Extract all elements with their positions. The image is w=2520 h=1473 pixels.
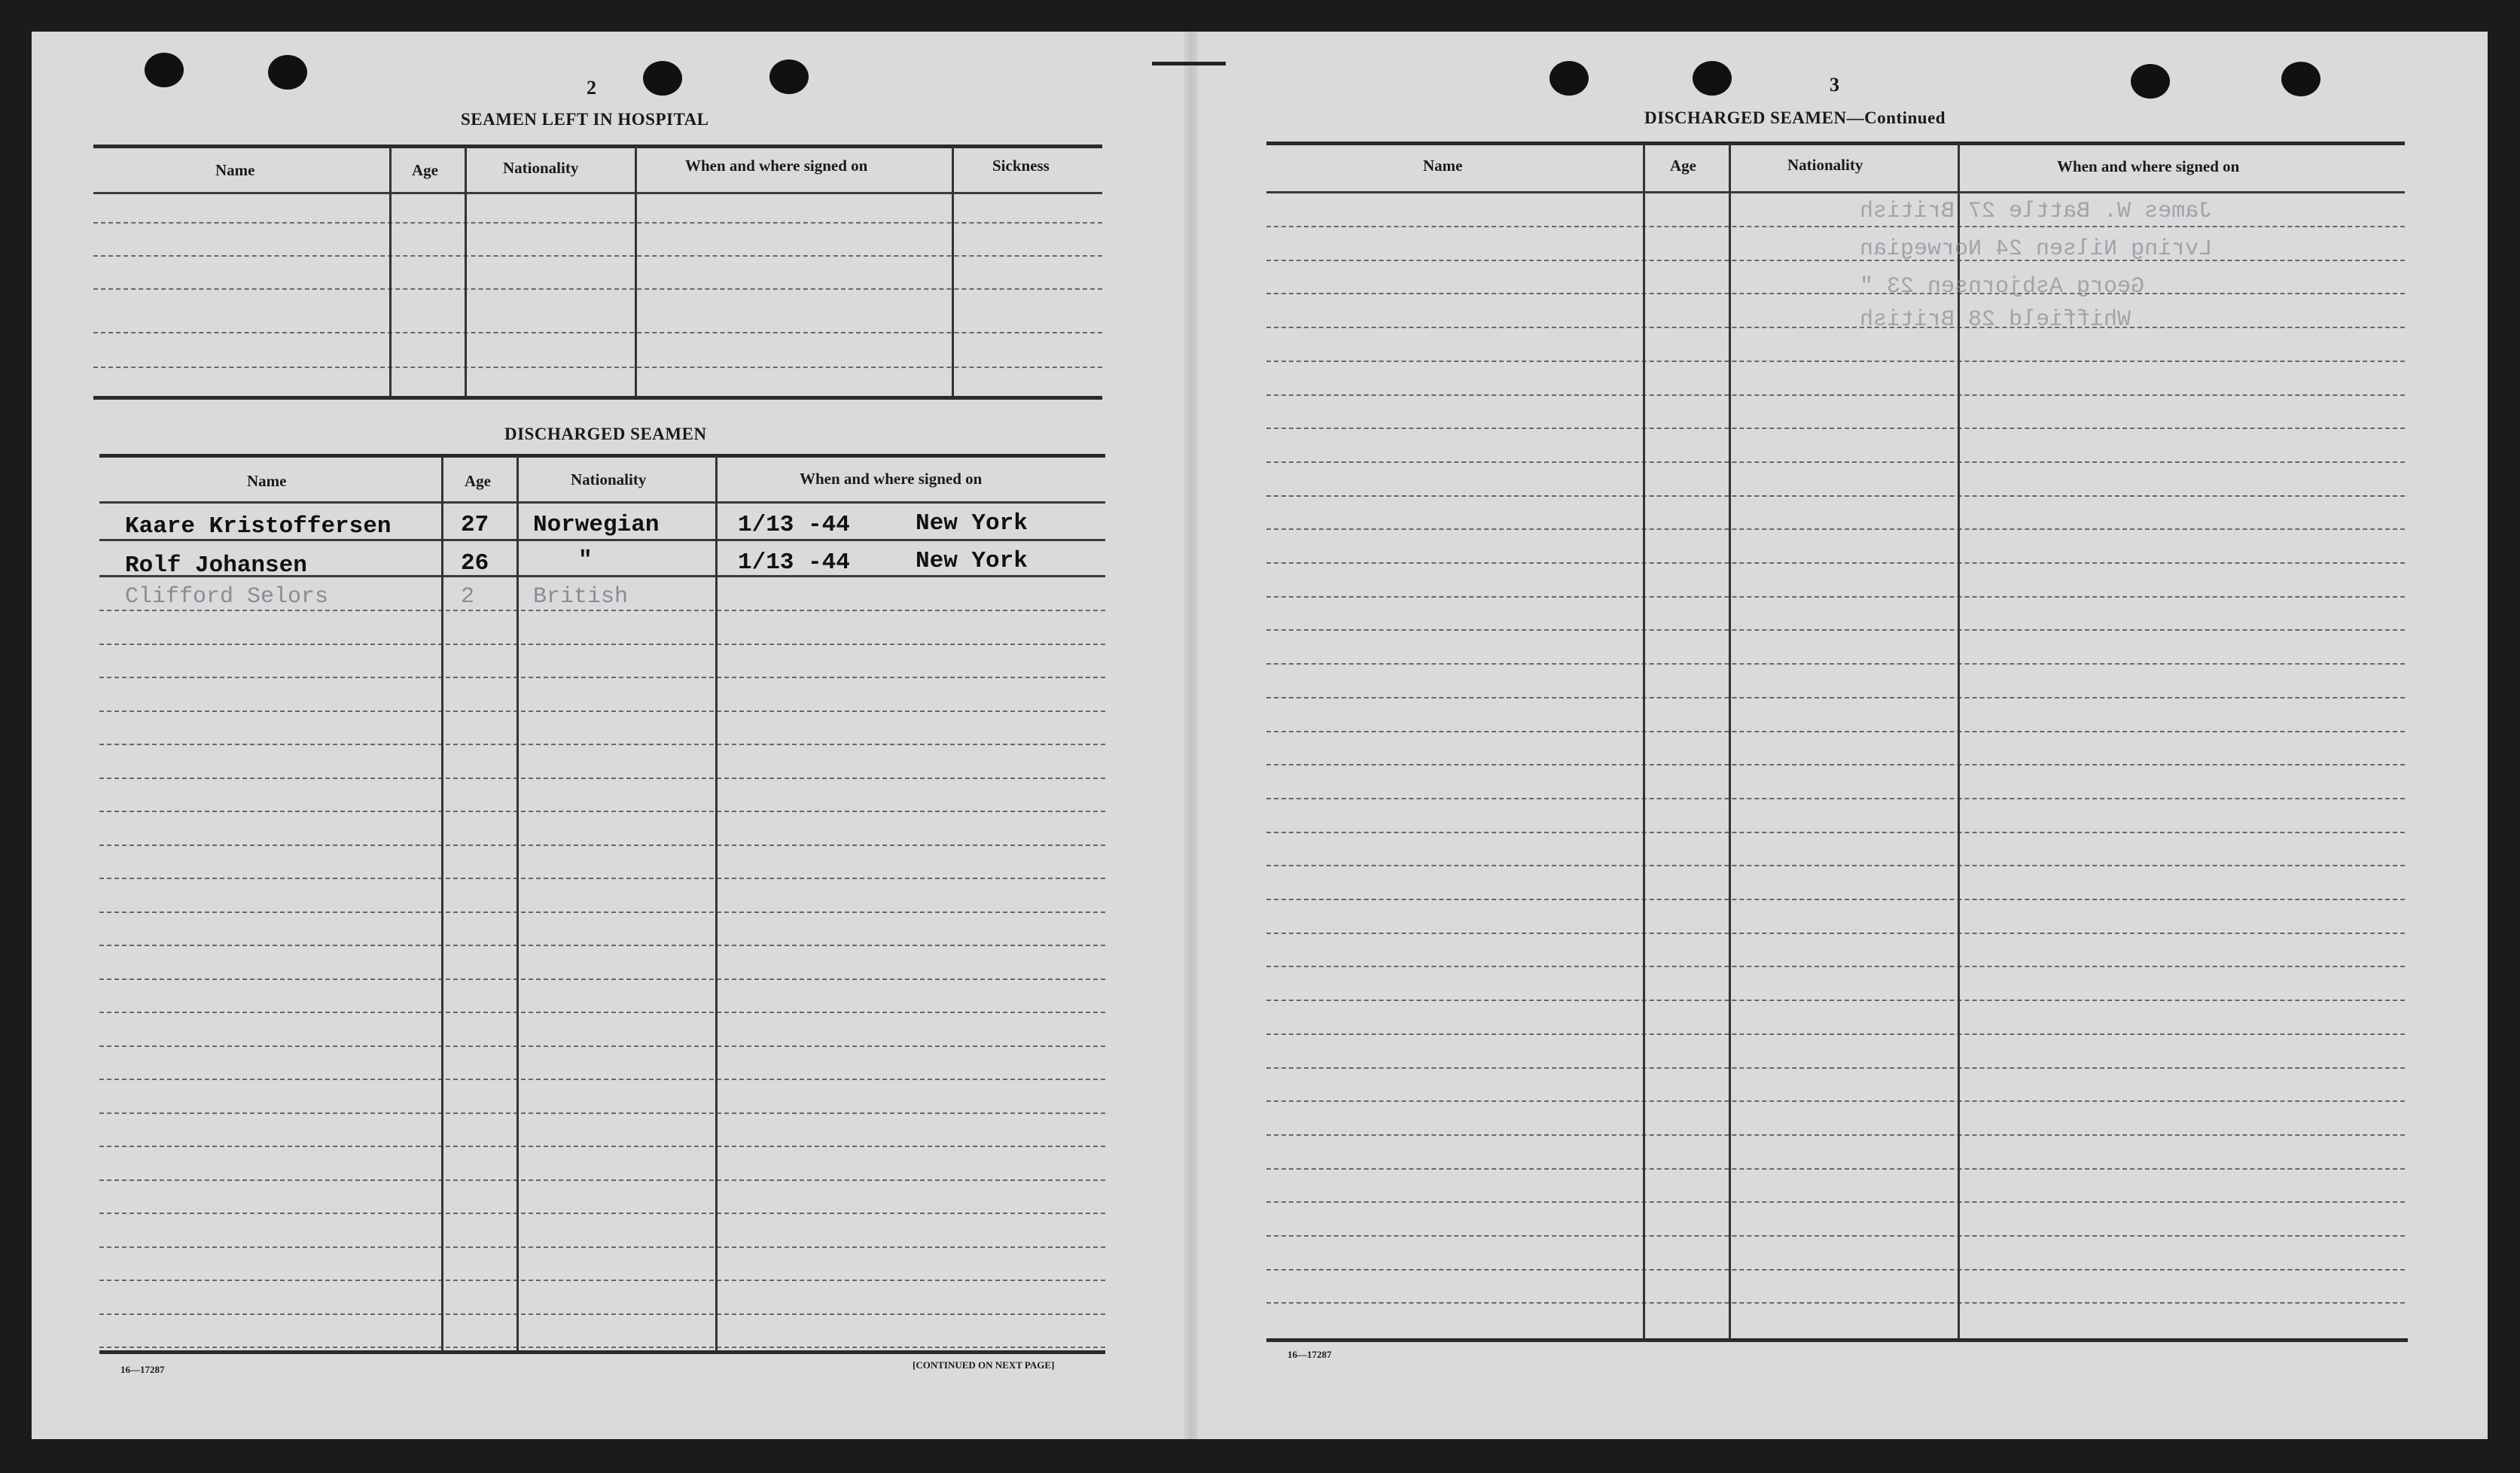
ruled-line bbox=[99, 978, 1105, 980]
column-divider bbox=[1643, 143, 1645, 1340]
table-rule bbox=[93, 145, 1102, 148]
ruled-line bbox=[99, 1112, 1105, 1114]
table-rule bbox=[93, 192, 1102, 194]
ruled-line bbox=[99, 1146, 1105, 1147]
column-header: Nationality bbox=[571, 470, 647, 488]
punch-hole bbox=[1693, 61, 1732, 96]
ruled-line bbox=[1266, 1302, 2405, 1304]
punch-hole bbox=[268, 55, 307, 90]
ruled-line bbox=[99, 1246, 1105, 1248]
ruled-line bbox=[1266, 1000, 2405, 1001]
column-header: Age bbox=[465, 472, 491, 490]
pencil-mark bbox=[1152, 62, 1226, 65]
form-number: 16—17287 bbox=[120, 1364, 165, 1375]
ruled-line bbox=[99, 845, 1105, 846]
ruled-line bbox=[1266, 562, 2405, 564]
column-header: When and where signed on bbox=[800, 470, 983, 488]
seaman-age: 26 bbox=[461, 550, 489, 577]
ruled-line bbox=[1266, 226, 2405, 227]
table-rule bbox=[1266, 142, 2405, 145]
page-number: 2 bbox=[587, 77, 596, 99]
ruled-line bbox=[99, 1045, 1105, 1047]
ruled-line bbox=[1266, 764, 2405, 765]
ruled-line bbox=[99, 677, 1105, 678]
punch-hole bbox=[1549, 61, 1589, 96]
punch-hole bbox=[145, 53, 184, 87]
column-header: Name bbox=[215, 161, 255, 179]
page-fold bbox=[1184, 32, 1198, 1439]
column-divider bbox=[1729, 143, 1731, 1340]
signed-on-place: New York bbox=[916, 548, 1028, 574]
signed-on-date: 1/13 -44 bbox=[738, 549, 850, 576]
bleed-through-text: Whiffield 28 British bbox=[1860, 307, 2131, 333]
ruled-line bbox=[1266, 528, 2405, 530]
punch-hole bbox=[769, 59, 809, 94]
form-number: 16—17287 bbox=[1287, 1349, 1332, 1360]
ruled-line bbox=[1266, 1100, 2405, 1102]
ruled-line bbox=[1266, 865, 2405, 866]
ruled-line bbox=[1266, 899, 2405, 900]
faint-nationality: British bbox=[533, 584, 629, 610]
signed-on-date: 1/13 -44 bbox=[738, 512, 850, 538]
ruled-line bbox=[99, 1213, 1105, 1214]
ruled-line bbox=[1266, 1134, 2405, 1136]
faint-age: 2 bbox=[461, 584, 475, 610]
table-rule bbox=[93, 255, 1102, 257]
bleed-through-text: James W. Battle 27 British bbox=[1860, 199, 2213, 224]
ruled-line bbox=[1266, 1269, 2405, 1271]
ruled-line bbox=[1266, 629, 2405, 631]
ruled-line bbox=[99, 878, 1105, 879]
column-header: When and where signed on bbox=[685, 157, 868, 175]
table-rule bbox=[1266, 191, 2405, 193]
ruled-line bbox=[1266, 461, 2405, 463]
ruled-line bbox=[1266, 798, 2405, 799]
table-rule bbox=[93, 332, 1102, 333]
ruled-line bbox=[99, 945, 1105, 946]
seaman-name: Rolf Johansen bbox=[125, 552, 307, 579]
ruled-line bbox=[99, 644, 1105, 645]
bleed-through-text: Lvring Nilsen 24 Norwegian bbox=[1860, 236, 2213, 262]
ruled-line bbox=[1266, 495, 2405, 497]
bleed-through-text: Georg Asbjornsen 23 " bbox=[1860, 274, 2145, 300]
column-header: Age bbox=[1670, 157, 1696, 175]
column-divider bbox=[715, 455, 718, 1351]
table-rule bbox=[99, 1350, 1105, 1354]
ruled-line bbox=[1266, 1067, 2405, 1069]
ruled-line bbox=[1266, 731, 2405, 732]
ruled-line bbox=[1266, 1235, 2405, 1237]
seaman-age: 27 bbox=[461, 512, 489, 538]
ruled-line bbox=[99, 744, 1105, 745]
ruled-line bbox=[99, 610, 1105, 611]
ruled-line bbox=[1266, 1033, 2405, 1035]
ruled-line bbox=[1266, 966, 2405, 967]
ruled-line bbox=[1266, 1168, 2405, 1170]
column-divider bbox=[465, 146, 467, 397]
table-rule bbox=[99, 454, 1105, 458]
column-header: Name bbox=[247, 472, 287, 490]
table-rule bbox=[93, 222, 1102, 224]
column-header: Name bbox=[1423, 157, 1463, 175]
ruled-line bbox=[1266, 394, 2405, 396]
ruled-line bbox=[1266, 327, 2405, 328]
continued-note: [CONTINUED ON NEXT PAGE] bbox=[913, 1359, 1055, 1371]
section-title-hospital: SEAMEN LEFT IN HOSPITAL bbox=[461, 110, 709, 129]
column-header: Nationality bbox=[503, 159, 579, 177]
ruled-line bbox=[99, 711, 1105, 712]
table-rule bbox=[93, 367, 1102, 368]
column-divider bbox=[389, 146, 392, 397]
ruled-line bbox=[1266, 293, 2405, 294]
punch-hole bbox=[2131, 64, 2170, 99]
punch-hole bbox=[643, 61, 682, 96]
table-rule bbox=[93, 288, 1102, 290]
ruled-line bbox=[1266, 361, 2405, 362]
page-number: 3 bbox=[1830, 74, 1839, 96]
section-title-discharged: DISCHARGED SEAMEN bbox=[504, 425, 707, 443]
seaman-name: Kaare Kristoffersen bbox=[125, 513, 392, 540]
ruled-line bbox=[99, 1179, 1105, 1181]
column-header: Nationality bbox=[1787, 156, 1863, 174]
ruled-line bbox=[99, 911, 1105, 913]
ruled-line bbox=[99, 1079, 1105, 1080]
ruled-line bbox=[99, 1012, 1105, 1013]
column-divider bbox=[635, 146, 637, 397]
table-rule bbox=[93, 396, 1102, 400]
ruled-line bbox=[1266, 1201, 2405, 1203]
ruled-line bbox=[99, 811, 1105, 812]
ruled-line bbox=[1266, 697, 2405, 698]
column-header: When and where signed on bbox=[2057, 157, 2240, 175]
ruled-line bbox=[99, 1313, 1105, 1315]
seaman-nationality: Norwegian bbox=[533, 512, 660, 538]
column-header: Sickness bbox=[992, 157, 1050, 175]
table-rule bbox=[1266, 1338, 2408, 1342]
ruled-line bbox=[99, 1347, 1105, 1348]
left-page bbox=[32, 32, 1191, 1439]
column-divider bbox=[516, 455, 519, 1351]
ruled-line bbox=[1266, 428, 2405, 429]
ruled-line bbox=[1266, 832, 2405, 833]
right-page bbox=[1191, 32, 2488, 1439]
section-title-discharged-continued: DISCHARGED SEAMEN—Continued bbox=[1644, 108, 1946, 127]
table-rule bbox=[99, 501, 1105, 504]
column-header: Age bbox=[412, 161, 438, 179]
ruled-line bbox=[1266, 260, 2405, 261]
column-divider bbox=[952, 146, 954, 397]
seaman-nationality: " bbox=[578, 547, 593, 574]
punch-hole bbox=[2281, 62, 2320, 96]
ruled-line bbox=[99, 1280, 1105, 1281]
column-divider bbox=[441, 455, 443, 1351]
ruled-line bbox=[1266, 933, 2405, 934]
signed-on-place: New York bbox=[916, 510, 1028, 537]
ruled-line bbox=[1266, 663, 2405, 665]
ruled-line bbox=[99, 778, 1105, 779]
ruled-line bbox=[1266, 596, 2405, 598]
faint-name: Clifford Selors bbox=[125, 584, 329, 610]
